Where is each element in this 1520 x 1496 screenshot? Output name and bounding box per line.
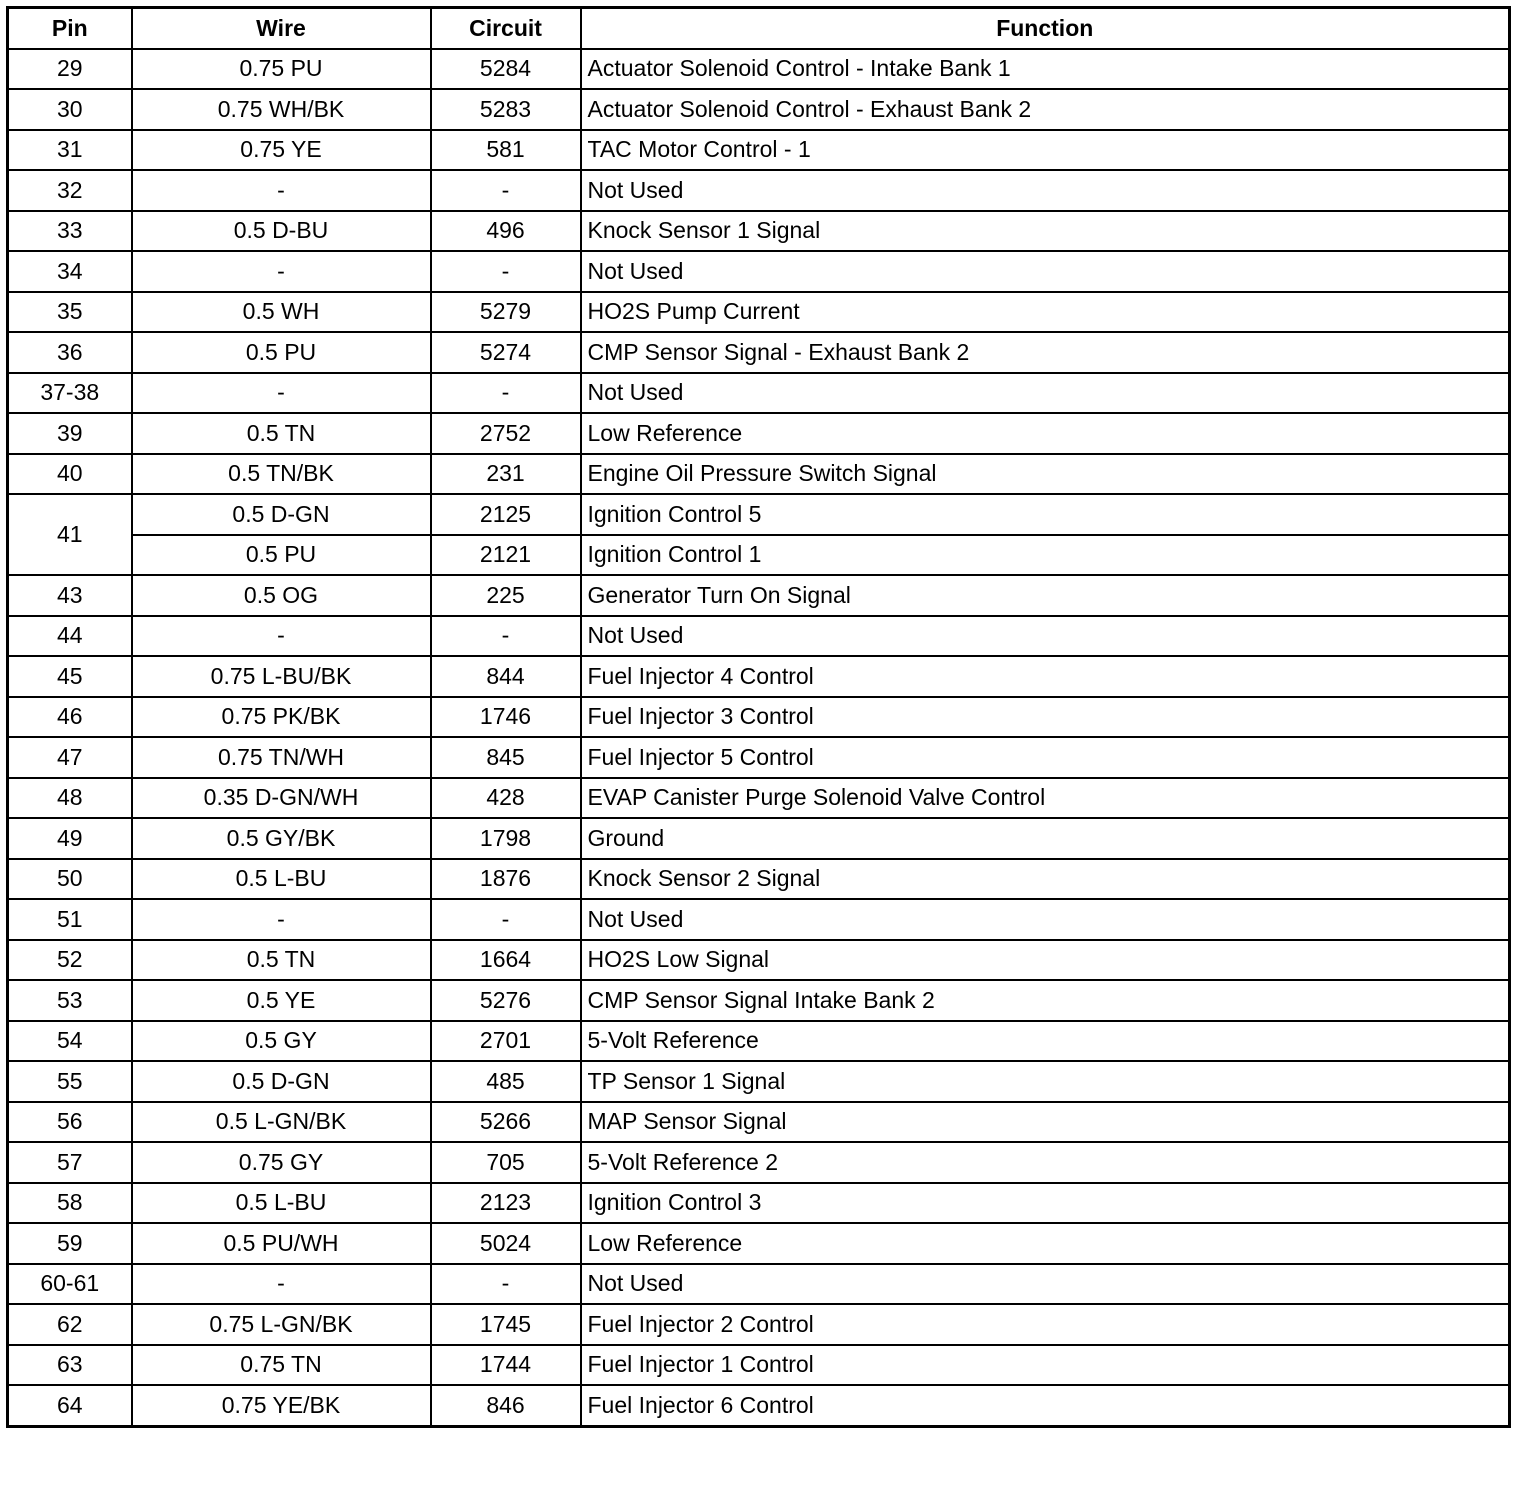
table-row <box>8 616 1510 657</box>
function-cell: 5-Volt Reference <box>581 1021 1510 1062</box>
wire-cell: 0.5 OG <box>132 575 431 616</box>
table-row <box>8 818 1510 859</box>
pin-cell: 43 <box>8 575 132 616</box>
function-cell: Knock Sensor 2 Signal <box>581 859 1510 900</box>
wire-cell: - <box>132 251 431 292</box>
pin-cell: 63 <box>8 1345 132 1386</box>
wire-cell: 0.5 WH <box>132 292 431 333</box>
wire-cell: 0.75 TN <box>132 1345 431 1386</box>
wire-cell: 0.5 GY <box>132 1021 431 1062</box>
function-cell: Not Used <box>581 899 1510 940</box>
circuit-cell: 844 <box>431 656 581 697</box>
circuit-cell: - <box>431 899 581 940</box>
function-cell: Not Used <box>581 251 1510 292</box>
wire-cell: - <box>132 616 431 657</box>
function-cell: Ignition Control 3 <box>581 1183 1510 1224</box>
table-row <box>8 1385 1510 1426</box>
function-cell: Actuator Solenoid Control - Exhaust Bank 2 <box>581 89 1510 130</box>
table-row <box>8 1142 1510 1183</box>
function-cell: Fuel Injector 5 Control <box>581 737 1510 778</box>
table-row <box>8 130 1510 171</box>
table-row <box>8 1223 1510 1264</box>
table-row <box>8 1304 1510 1345</box>
pin-cell: 45 <box>8 656 132 697</box>
pinout-table <box>6 6 1511 1428</box>
table-row <box>8 454 1510 495</box>
pin-cell: 32 <box>8 170 132 211</box>
pin-cell: 52 <box>8 940 132 981</box>
pin-cell: 35 <box>8 292 132 333</box>
function-cell: CMP Sensor Signal - Exhaust Bank 2 <box>581 332 1510 373</box>
circuit-cell: - <box>431 170 581 211</box>
circuit-cell: 496 <box>431 211 581 252</box>
pin-cell: 39 <box>8 413 132 454</box>
function-cell: Fuel Injector 3 Control <box>581 697 1510 738</box>
wire-cell: 0.5 L-GN/BK <box>132 1102 431 1143</box>
circuit-cell: - <box>431 251 581 292</box>
table-row <box>8 494 1510 535</box>
table-row <box>8 1345 1510 1386</box>
circuit-cell: 5284 <box>431 49 581 90</box>
function-cell: Not Used <box>581 616 1510 657</box>
wire-cell: 0.75 YE <box>132 130 431 171</box>
wire-cell: 0.5 D-GN <box>132 494 431 535</box>
circuit-cell: 1876 <box>431 859 581 900</box>
circuit-cell: 2121 <box>431 535 581 576</box>
wire-cell: 0.5 GY/BK <box>132 818 431 859</box>
table-row <box>8 1021 1510 1062</box>
wire-cell: 0.5 L-BU <box>132 859 431 900</box>
function-cell: Generator Turn On Signal <box>581 575 1510 616</box>
pin-cell: 59 <box>8 1223 132 1264</box>
table-row <box>8 413 1510 454</box>
circuit-cell: - <box>431 1264 581 1305</box>
pin-cell: 50 <box>8 859 132 900</box>
circuit-cell: 428 <box>431 778 581 819</box>
wire-cell: 0.5 PU <box>132 535 431 576</box>
table-row <box>8 292 1510 333</box>
function-cell: CMP Sensor Signal Intake Bank 2 <box>581 980 1510 1021</box>
table-row <box>8 656 1510 697</box>
circuit-cell: - <box>431 373 581 414</box>
function-cell: Actuator Solenoid Control - Intake Bank 1 <box>581 49 1510 90</box>
wire-cell: 0.75 PU <box>132 49 431 90</box>
pin-cell: 30 <box>8 89 132 130</box>
pin-cell: 46 <box>8 697 132 738</box>
header-circuit: Circuit <box>431 8 581 49</box>
pin-cell: 41 <box>8 494 132 575</box>
circuit-cell: 5279 <box>431 292 581 333</box>
table-row <box>8 170 1510 211</box>
wire-cell: 0.75 L-GN/BK <box>132 1304 431 1345</box>
wire-cell: 0.5 PU <box>132 332 431 373</box>
function-cell: Fuel Injector 2 Control <box>581 1304 1510 1345</box>
function-cell: HO2S Pump Current <box>581 292 1510 333</box>
function-cell: Not Used <box>581 1264 1510 1305</box>
circuit-cell: 2125 <box>431 494 581 535</box>
circuit-cell: 1664 <box>431 940 581 981</box>
table-row <box>8 737 1510 778</box>
circuit-cell: 705 <box>431 1142 581 1183</box>
circuit-cell: 5024 <box>431 1223 581 1264</box>
wire-cell: 0.75 TN/WH <box>132 737 431 778</box>
function-cell: EVAP Canister Purge Solenoid Valve Control <box>581 778 1510 819</box>
pin-cell: 34 <box>8 251 132 292</box>
pin-cell: 51 <box>8 899 132 940</box>
table-row <box>8 859 1510 900</box>
header-pin: Pin <box>8 8 132 49</box>
pin-cell: 44 <box>8 616 132 657</box>
pin-cell: 64 <box>8 1385 132 1426</box>
table-row <box>8 332 1510 373</box>
circuit-cell: 846 <box>431 1385 581 1426</box>
wire-cell: 0.75 PK/BK <box>132 697 431 738</box>
wire-cell: - <box>132 373 431 414</box>
pin-cell: 40 <box>8 454 132 495</box>
circuit-cell: 5274 <box>431 332 581 373</box>
circuit-cell: 2123 <box>431 1183 581 1224</box>
table-row <box>8 535 1510 576</box>
wire-cell: 0.5 D-GN <box>132 1061 431 1102</box>
header-wire: Wire <box>132 8 431 49</box>
wire-cell: - <box>132 170 431 211</box>
table-row <box>8 49 1510 90</box>
function-cell: Ignition Control 5 <box>581 494 1510 535</box>
wire-cell: 0.75 YE/BK <box>132 1385 431 1426</box>
wire-cell: 0.5 D-BU <box>132 211 431 252</box>
wire-cell: 0.5 L-BU <box>132 1183 431 1224</box>
pin-cell: 62 <box>8 1304 132 1345</box>
function-cell: TAC Motor Control - 1 <box>581 130 1510 171</box>
table-row <box>8 251 1510 292</box>
pin-cell: 57 <box>8 1142 132 1183</box>
circuit-cell: 231 <box>431 454 581 495</box>
wire-cell: 0.75 WH/BK <box>132 89 431 130</box>
pin-cell: 37-38 <box>8 373 132 414</box>
function-cell: MAP Sensor Signal <box>581 1102 1510 1143</box>
table-row <box>8 89 1510 130</box>
wire-cell: 0.35 D-GN/WH <box>132 778 431 819</box>
pin-cell: 60-61 <box>8 1264 132 1305</box>
table-row <box>8 575 1510 616</box>
circuit-cell: - <box>431 616 581 657</box>
circuit-cell: 1798 <box>431 818 581 859</box>
table-row <box>8 697 1510 738</box>
wire-cell: - <box>132 899 431 940</box>
circuit-cell: 581 <box>431 130 581 171</box>
circuit-cell: 2701 <box>431 1021 581 1062</box>
wire-cell: 0.5 YE <box>132 980 431 1021</box>
circuit-cell: 1746 <box>431 697 581 738</box>
pin-cell: 33 <box>8 211 132 252</box>
function-cell: Low Reference <box>581 1223 1510 1264</box>
pin-cell: 48 <box>8 778 132 819</box>
function-cell: Knock Sensor 1 Signal <box>581 211 1510 252</box>
pin-cell: 29 <box>8 49 132 90</box>
pin-cell: 36 <box>8 332 132 373</box>
function-cell: Ground <box>581 818 1510 859</box>
function-cell: Engine Oil Pressure Switch Signal <box>581 454 1510 495</box>
header-function: Function <box>581 8 1510 49</box>
table-row <box>8 899 1510 940</box>
pin-cell: 47 <box>8 737 132 778</box>
function-cell: 5-Volt Reference 2 <box>581 1142 1510 1183</box>
wire-cell: 0.75 L-BU/BK <box>132 656 431 697</box>
function-cell: Fuel Injector 4 Control <box>581 656 1510 697</box>
pin-cell: 49 <box>8 818 132 859</box>
circuit-cell: 2752 <box>431 413 581 454</box>
circuit-cell: 1745 <box>431 1304 581 1345</box>
table-row <box>8 1102 1510 1143</box>
circuit-cell: 5283 <box>431 89 581 130</box>
circuit-cell: 1744 <box>431 1345 581 1386</box>
table-row <box>8 940 1510 981</box>
pin-cell: 54 <box>8 1021 132 1062</box>
pin-cell: 58 <box>8 1183 132 1224</box>
table-row <box>8 1264 1510 1305</box>
pin-cell: 56 <box>8 1102 132 1143</box>
wire-cell: 0.5 TN/BK <box>132 454 431 495</box>
pin-cell: 53 <box>8 980 132 1021</box>
wire-cell: 0.5 PU/WH <box>132 1223 431 1264</box>
table-row <box>8 1183 1510 1224</box>
table-row <box>8 778 1510 819</box>
wire-cell: 0.75 GY <box>132 1142 431 1183</box>
wire-cell: - <box>132 1264 431 1305</box>
circuit-cell: 5266 <box>431 1102 581 1143</box>
circuit-cell: 845 <box>431 737 581 778</box>
function-cell: Ignition Control 1 <box>581 535 1510 576</box>
function-cell: Low Reference <box>581 413 1510 454</box>
circuit-cell: 485 <box>431 1061 581 1102</box>
function-cell: HO2S Low Signal <box>581 940 1510 981</box>
pin-cell: 55 <box>8 1061 132 1102</box>
wire-cell: 0.5 TN <box>132 413 431 454</box>
table-row <box>8 980 1510 1021</box>
circuit-cell: 225 <box>431 575 581 616</box>
function-cell: Not Used <box>581 170 1510 211</box>
function-cell: Fuel Injector 1 Control <box>581 1345 1510 1386</box>
table-row <box>8 373 1510 414</box>
function-cell: TP Sensor 1 Signal <box>581 1061 1510 1102</box>
header-row <box>8 8 1510 49</box>
table-row <box>8 1061 1510 1102</box>
circuit-cell: 5276 <box>431 980 581 1021</box>
wire-cell: 0.5 TN <box>132 940 431 981</box>
pin-cell: 31 <box>8 130 132 171</box>
function-cell: Fuel Injector 6 Control <box>581 1385 1510 1426</box>
function-cell: Not Used <box>581 373 1510 414</box>
table-row <box>8 211 1510 252</box>
